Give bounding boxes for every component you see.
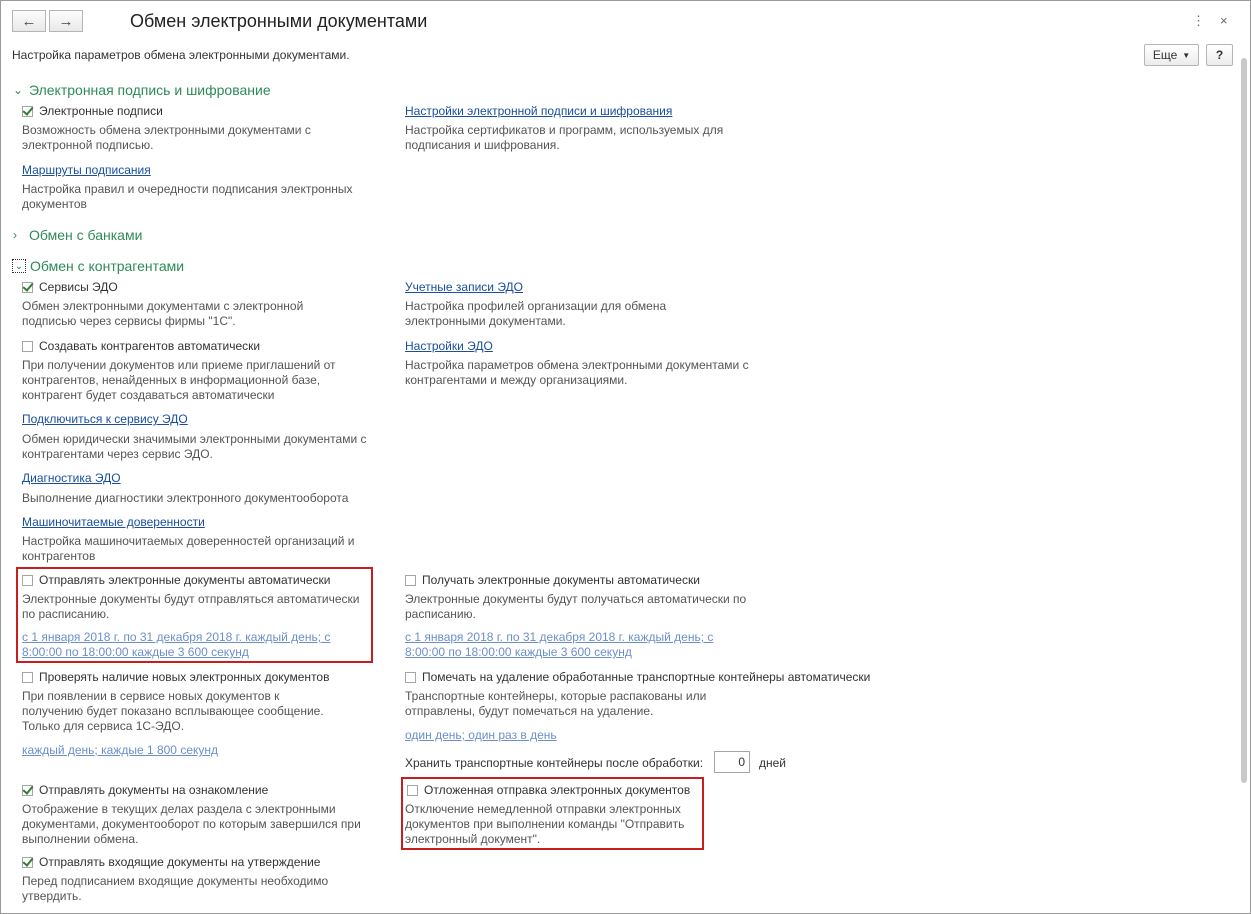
mark-schedule-link[interactable]: один день; один раз в день xyxy=(405,728,557,742)
send-incoming-desc: Перед подписанием входящие документы необходимо утвердить. xyxy=(22,874,329,903)
edo-services-label: Сервисы ЭДО xyxy=(39,280,118,294)
arrow-right-icon: → xyxy=(58,12,74,30)
checkbox-unchecked-icon xyxy=(405,672,416,683)
section-counterparties-title: Обмен с контрагентами xyxy=(30,258,185,274)
checkbox-checked-icon xyxy=(22,282,33,293)
create-auto-checkbox[interactable] xyxy=(22,339,260,353)
receive-auto-label: Получать электронные документы автоматически xyxy=(422,573,700,587)
section-banks-title: Обмен с банками xyxy=(29,227,143,243)
keep-containers-label: Хранить транспортные контейнеры после обработки: xyxy=(405,756,704,770)
checkbox-checked-icon xyxy=(22,106,33,117)
check-schedule-link[interactable]: каждый день; каждые 1 800 секунд xyxy=(22,743,219,757)
e-signatures-desc: Возможность обмена электронными документами с электронной подписью. xyxy=(22,123,311,152)
arrow-left-icon: ← xyxy=(21,12,37,30)
send-schedule-link[interactable]: с 1 января 2018 г. по 31 декабря 2018 г. каждый день; с 8:00:00 по 18:00:00 каждые 3 600 секунд xyxy=(22,630,331,659)
keep-days-unit: дней xyxy=(759,756,787,770)
mark-delete-desc: Транспортные контейнеры, которые распакованы или отправлены, будут помечаться на удаление. xyxy=(405,689,707,718)
keep-days-input[interactable]: 0 xyxy=(714,751,750,773)
receive-auto-desc: Электронные документы будут получаться автоматически по расписанию. xyxy=(405,592,747,621)
edo-services-desc: Обмен электронными документами с электронной подписью через сервисы фирмы "1С". xyxy=(22,299,304,328)
connect-edo-link[interactable]: Подключиться к сервису ЭДО xyxy=(22,412,188,426)
checkbox-checked-icon xyxy=(22,785,33,796)
sign-settings-desc: Настройка сертификатов и программ, используемых для подписания и шифрования. xyxy=(405,123,724,152)
back-button[interactable] xyxy=(12,10,46,32)
checkbox-unchecked-icon xyxy=(407,785,418,796)
checkbox-unchecked-icon xyxy=(22,672,33,683)
check-new-desc: При появлении в сервисе новых документов к получению будет показано всплывающее сообщение. Только для сервиса 1С-ЭДО. xyxy=(22,689,324,733)
deferred-send-label: Отложенная отправка электронных документов xyxy=(424,783,691,797)
poa-desc: Настройка машиночитаемых доверенностей организаций и контрагентов xyxy=(22,534,355,563)
diagnostics-desc: Выполнение диагностики электронного документооборота xyxy=(22,491,349,505)
send-review-label: Отправлять документы на ознакомление xyxy=(39,783,269,797)
section-signature-title: Электронная подпись и шифрование xyxy=(29,82,271,98)
caret-down-icon: ▼ xyxy=(1182,50,1191,60)
menu-dots-icon[interactable]: ⋮ xyxy=(1192,13,1205,28)
mark-delete-checkbox[interactable] xyxy=(405,670,870,684)
page-title: Обмен электронными документами xyxy=(130,11,428,31)
send-incoming-label: Отправлять входящие документы на утверждение xyxy=(39,855,321,869)
checkbox-unchecked-icon xyxy=(22,341,33,352)
checkbox-checked-icon xyxy=(22,857,33,868)
edo-settings-link[interactable]: Настройки ЭДО xyxy=(405,339,493,353)
routes-link[interactable]: Маршруты подписания xyxy=(22,163,151,177)
deferred-send-checkbox[interactable] xyxy=(407,783,690,797)
send-auto-label: Отправлять электронные документы автоматически xyxy=(39,573,331,587)
edo-settings-desc: Настройка параметров обмена электронными документами с контрагентами и между организациями. xyxy=(405,358,749,387)
create-auto-desc: При получении документов или приеме приглашений от контрагентов, ненайденных в информационной базе, контрагент будет создаваться автоматически xyxy=(22,358,336,402)
send-review-checkbox[interactable] xyxy=(22,783,268,797)
section-counterparties[interactable] xyxy=(12,258,184,274)
edo-accounts-link[interactable]: Учетные записи ЭДО xyxy=(405,280,524,294)
routes-desc: Настройка правил и очередности подписания электронных документов xyxy=(22,182,353,211)
chevron-down-icon: ⌄ xyxy=(13,83,24,97)
section-signature[interactable] xyxy=(13,82,271,98)
connect-edo-desc: Обмен юридически значимыми электронными документами с контрагентами через сервис ЭДО. xyxy=(22,432,367,461)
forward-button[interactable] xyxy=(49,10,83,32)
section-banks[interactable] xyxy=(13,227,142,243)
edo-services-checkbox[interactable] xyxy=(22,280,118,294)
checkbox-unchecked-icon xyxy=(405,575,416,586)
poa-link[interactable]: Машиночитаемые доверенности xyxy=(22,515,205,529)
help-button[interactable]: ? xyxy=(1206,44,1233,66)
diagnostics-link[interactable]: Диагностика ЭДО xyxy=(22,471,121,485)
chevron-right-icon: › xyxy=(13,228,17,242)
send-incoming-checkbox[interactable] xyxy=(22,855,320,869)
receive-auto-checkbox[interactable] xyxy=(405,573,700,587)
page-subtitle: Настройка параметров обмена электронными документами. xyxy=(12,48,350,62)
e-signatures-checkbox[interactable] xyxy=(22,104,163,118)
create-auto-label: Создавать контрагентов автоматически xyxy=(39,339,261,353)
check-new-label: Проверять наличие новых электронных документов xyxy=(39,670,330,684)
e-signatures-label: Электронные подписи xyxy=(39,104,163,118)
check-new-checkbox[interactable] xyxy=(22,670,329,684)
sign-settings-link[interactable]: Настройки электронной подписи и шифрования xyxy=(405,104,673,118)
receive-schedule-link[interactable]: с 1 января 2018 г. по 31 декабря 2018 г. каждый день; с 8:00:00 по 18:00:00 каждые 3 600 секунд xyxy=(405,630,714,659)
chevron-down-icon: ⌄ xyxy=(12,259,26,273)
send-review-desc: Отображение в текущих делах раздела с электронными документами, документооборот по которым завершился при выполнении обмена. xyxy=(22,802,361,846)
checkbox-unchecked-icon xyxy=(22,575,33,586)
send-auto-desc: Электронные документы будут отправляться автоматически по расписанию. xyxy=(22,592,360,621)
close-icon[interactable]: × xyxy=(1220,13,1228,28)
mark-delete-label: Помечать на удаление обработанные транспортные контейнеры автоматически xyxy=(422,670,871,684)
deferred-send-desc: Отключение немедленной отправки электронных документов при выполнении команды "Отправить электронный документ". xyxy=(405,802,685,846)
more-button[interactable] xyxy=(1144,44,1199,66)
edo-accounts-desc: Настройка профилей организации для обмена электронными документами. xyxy=(405,299,667,328)
more-label: Еще xyxy=(1152,48,1178,62)
send-auto-checkbox[interactable] xyxy=(22,573,331,587)
scrollbar[interactable] xyxy=(1241,58,1247,783)
